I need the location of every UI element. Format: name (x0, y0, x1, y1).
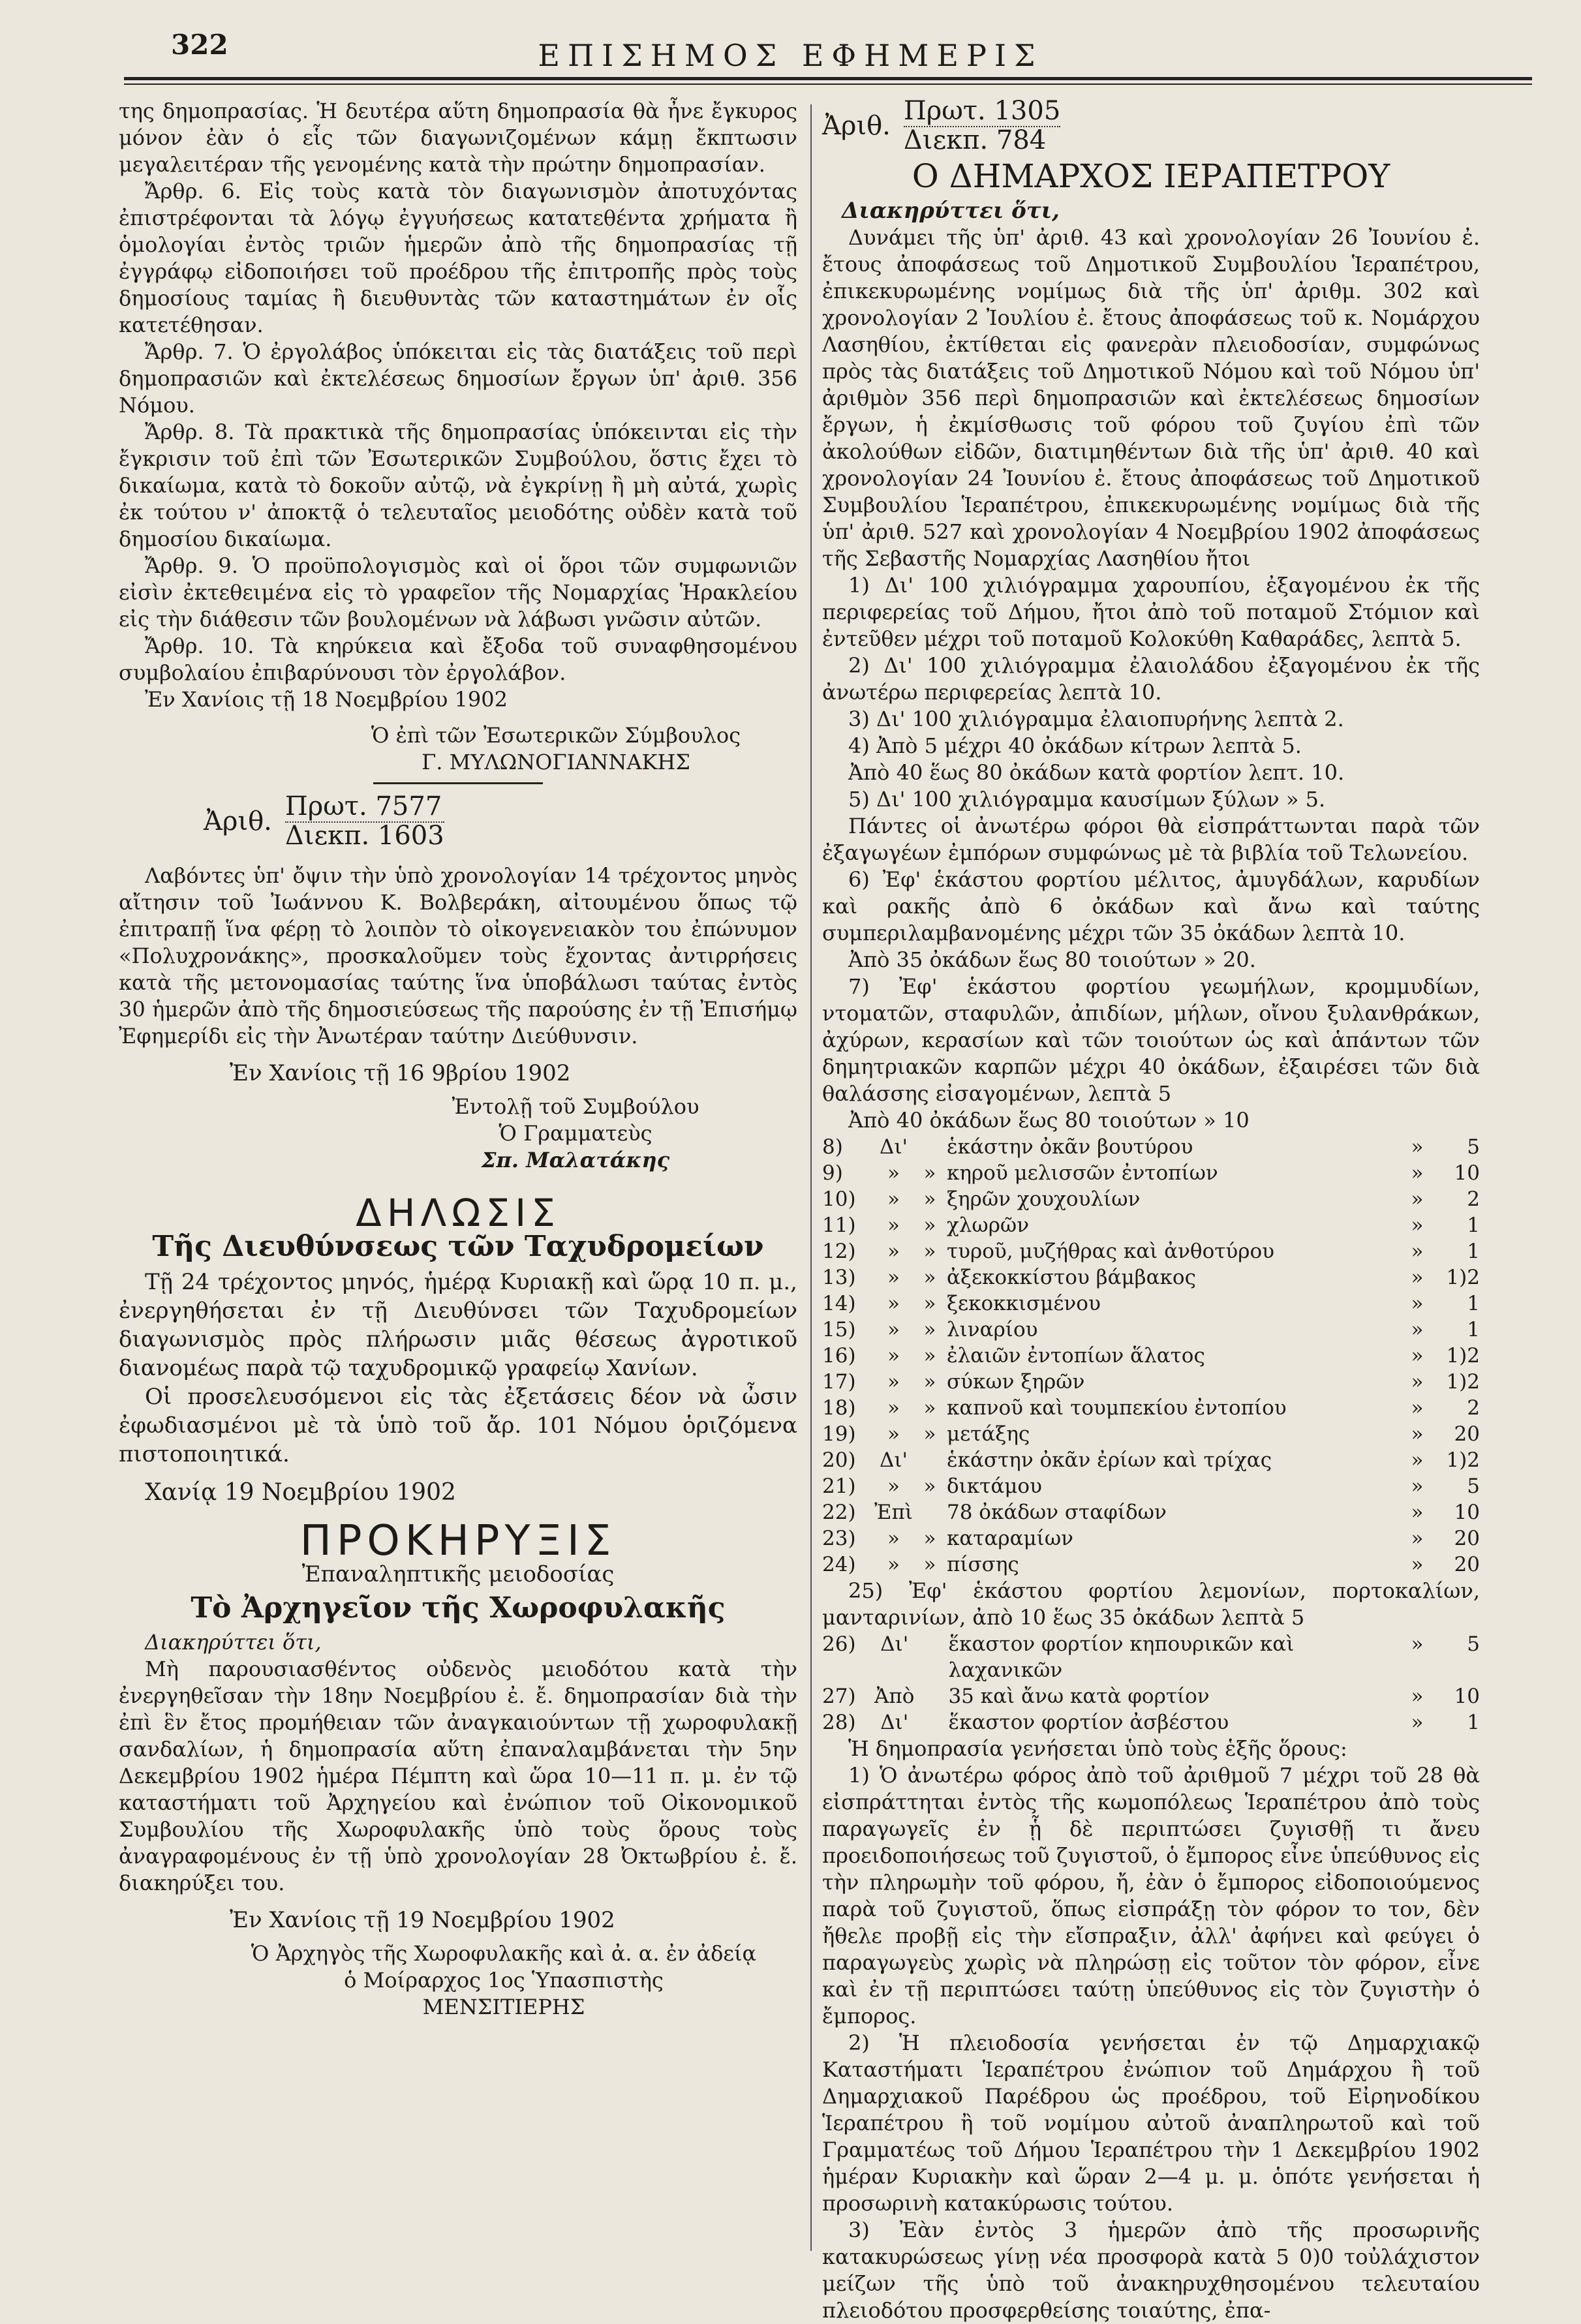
table-cell-q: » (923, 1527, 936, 1550)
table-cell-n: 13) (822, 1266, 856, 1289)
table-cell-v: 1)2 (1446, 1344, 1480, 1368)
section-subtitle: Ἐπαναληπτικῆς μειοδοσίας (301, 1561, 615, 1587)
table-cell-n: 20) (822, 1448, 856, 1472)
signature-name: ΜΕΝΣΙΤΙΕΡΗΣ (422, 1995, 585, 2019)
signature-name: Σπ. Μαλατάκης (481, 1148, 670, 1172)
table-cell-m: Δι' (879, 1448, 908, 1472)
table-row (822, 1134, 1480, 1160)
list-item: 2) Δι' 100 χιλιόγραμμα ἐλαιολάδου ἐξαγομένου ἐκ τῆς ἀνωτέρω περιφερείας λεπτὰ 10. (822, 653, 1480, 705)
date-line: Ἐν Χανίοις τῇ 16 9βρίου 1902 (230, 1060, 571, 1086)
paragraph: Ἄρθρ. 7. Ὁ ἐργολάβος ὑπόκειται εἰς τὰς διατάξεις τοῦ περὶ δημοπρασιῶν καὶ ἐκτελέσεως δημοσίων ἔργων ὑπ' ἀριθ. 356 Νόμου. (119, 339, 797, 418)
table-row (822, 1317, 1480, 1343)
table-cell-u: » (1411, 1292, 1424, 1315)
table-cell-q (913, 1447, 947, 1473)
paragraph: της δημοπρασίας. Ἡ δευτέρα αὕτη δημοπρασία θὰ ἦνε ἔγκυρος μόνον ἐὰν ὁ εἷς τῶν διαγωνιζομένων κάμῃ ἔκπτωσιν μεγαλειτέραν τῆς γενομένης κατὰ τὴν πρώτην δημοπρασίαν. (119, 99, 797, 177)
table-cell-n: 24) (822, 1553, 856, 1576)
table-cell-m: » (887, 1553, 900, 1576)
table-cell-u: » (1411, 1266, 1424, 1289)
table-cell-q: » (923, 1396, 936, 1420)
table-cell-u: » (1411, 1240, 1424, 1263)
table-cell-m: » (887, 1266, 900, 1289)
tariff-table (822, 1134, 1480, 1578)
table-cell-m: » (887, 1422, 900, 1446)
table-cell-n: 19) (822, 1422, 856, 1446)
table-cell-n: 28) (822, 1711, 856, 1734)
table-cell-m: » (887, 1161, 900, 1185)
table-cell-q (914, 1683, 948, 1709)
list-item: Ἀπὸ 40 ὀκάδων ἕως 80 τοιούτων » 10 (848, 1108, 1250, 1133)
issuer-heading: Τὸ Ἀρχηγεῖον τῆς Χωροφυλακῆς (191, 1591, 726, 1625)
table-cell-v: 1)2 (1446, 1448, 1480, 1472)
table-row (822, 1395, 1480, 1421)
signature-name: Γ. ΜΥΛΩΝΟΓΙΑΝΝΑΚΗΣ (422, 750, 690, 774)
table-cell-q (913, 1134, 947, 1160)
paragraph: 1) Ὁ ἀνωτέρω φόρος ἀπὸ τοῦ ἀριθμοῦ 7 μέχρι τοῦ 28 θὰ εἰσπράττηται ἐντὸς τῆς κωμοπόλεως Ἱεραπέτρου ἀπὸ τοὺς παραγωγεῖς ἐν ᾗ δὲ περιπτώσει ζυγισθῇ τι ἄνευ προειδοποιήσεως τοῦ ζυγιστοῦ, ὁ ἔμπορος εἶνε ὑπεύθυνος εἰς τὴν πληρωμὴν τοῦ φόρου, ἤ, ἐὰν ὁ ἔμπορος εἰδοποιούμενος παρὰ τοῦ ζυγιστοῦ, ὅπως εἰσπράξῃ τὸν φόρον το τον, δὲν ἤθελε προβῇ εἰς τὴν εἴσπραξιν, ἀλλ' ἀφήνει καὶ φεύγει ὁ παραγωγεὺς χωρὶς νὰ πληρώσῃ εἰς τοῦτον τὸν φόρον, εἶνε καὶ ἐν τῇ περιπτώσει ταύτῃ ὑπεύθυνος εἰς τὸν ζυγιστὴν ὁ ἔμπορος. (822, 1763, 1480, 2028)
diekp-number: Διεκπ. 784 (903, 125, 1047, 155)
table-row (822, 1473, 1480, 1499)
table-cell-q (914, 1631, 948, 1683)
table-cell-q: » (923, 1266, 936, 1289)
table-cell-v: 1 (1467, 1318, 1480, 1341)
table-cell-u: » (1411, 1135, 1424, 1159)
table-cell-v: 20 (1454, 1553, 1480, 1576)
table-cell-n: 22) (822, 1501, 856, 1524)
table-cell-v: 1 (1467, 1214, 1480, 1237)
section-subtitle: Τῆς Διευθύνσεως τῶν Ταχυδρομείων (152, 1230, 764, 1263)
table-cell-q: » (923, 1553, 936, 1576)
table-cell-v: 10 (1454, 1161, 1480, 1185)
notice-text: Λαβόντες ὑπ' ὄψιν τὴν ὑπὸ χρονολογίαν 14 τρέχοντος μηνὸς αἴτησιν τοῦ Ἰωάννου Κ. Βολβεράκη, αἰτουμένου ὅπως τῷ ἐπιτραπῇ ἵνα φέρῃ τὸ λοιπὸν τὸ οἰκογενειακὸν του ἐπώνυμον «Πολυχρονάκης», προσκαλοῦμεν τοὺς ἔχοντας ἀντιρρήσεις κατὰ τῆς μετονομασίας ταύτης ἵνα ὑποβάλωσι ταύτας ἐντὸς 30 ἡμερῶν ἀπὸ τῆς δημοσιεύσεως τῆς παρούσης ἐν τῇ Ἐπισήμῳ Ἐφημερίδι εἰς τὴν Ἀνωτέραν ταύτην Διεύθυνσιν. (119, 863, 797, 1048)
table-cell-u: » (1411, 1475, 1424, 1498)
table-row (822, 1186, 1480, 1212)
table-cell-u: » (1411, 1370, 1424, 1394)
table-cell-n: 8) (822, 1135, 843, 1159)
table-cell-text: ἑκάστην ὀκᾶν ἐρίων καὶ τρίχας (946, 1448, 1272, 1472)
table-cell-m: » (887, 1318, 900, 1341)
table-cell-m: Ἐπὶ (874, 1501, 913, 1524)
table-row (822, 1291, 1480, 1317)
table-cell-v: 10 (1454, 1685, 1480, 1708)
announce: Διακηρύττει ὅτι, (145, 1630, 322, 1655)
table-cell-text: ἕκαστον φορτίον ἀσβέστου (948, 1711, 1229, 1734)
paragraph: Οἱ προσελευσόμενοι εἰς τὰς ἐξετάσεις δέον νὰ ὦσιν ἐφωδιασμένοι μὲ τὰ ὑπὸ τοῦ ἄρ. 101 Νόμου ὁριζόμενα πιστοποιητικά. (119, 1384, 797, 1467)
table-cell-m: » (887, 1240, 900, 1263)
announce: Διακηρύττει ὅτι, (842, 198, 1060, 224)
table-cell-u: » (1411, 1214, 1424, 1237)
list-item: Πάντες οἱ ἀνωτέρω φόροι θὰ εἰσπράττωνται παρὰ τῶν ἐξαγωγέων ἐμπόρων συμφώνως μὲ τὰ βιβλία τοῦ Τελωνείου. (822, 814, 1480, 865)
list-item: 5) Δι' 100 χιλιόγραμμα καυσίμων ξύλων » 5. (848, 787, 1326, 812)
header-rule-thin (124, 84, 1532, 85)
table-cell-m: » (887, 1527, 900, 1550)
table-cell-text: κηρoῦ μελισσῶν ἐντοπίων (946, 1161, 1218, 1185)
table-cell-m: Δι' (880, 1711, 909, 1734)
table-cell-m: Δι' (879, 1135, 908, 1159)
table-cell-m: » (887, 1292, 900, 1315)
table-row (822, 1238, 1480, 1264)
table-cell-n: 26) (822, 1632, 856, 1656)
table-cell-v: 1 (1467, 1292, 1480, 1315)
table-cell-text: ξεκοκκισμένου (946, 1292, 1101, 1315)
table-row (822, 1499, 1480, 1525)
table-cell-n: 27) (822, 1685, 856, 1708)
table-cell-text: πίσσης (946, 1553, 1019, 1576)
header-rule (124, 77, 1532, 80)
table-cell-u: » (1411, 1344, 1424, 1368)
table-cell-q: » (923, 1422, 936, 1446)
table-cell-u: » (1411, 1396, 1424, 1420)
paragraph: Ἄρθρ. 6. Εἰς τοὺς κατὰ τὸν διαγωνισμὸν ἀποτυχόντας ἐπιστρέφονται τὰ λόγῳ ἐγγυήσεως κατατεθέντα χρήματα ἢ ὁμολογίαι ἐντὸς τριῶν ἡμερῶν ἀπὸ τῆς δημοπρασίας τῇ ἐγγράφῳ εἰδοποιήσει τοῦ προέδρου τῆς ἐπιτροπῆς πρὸς τοὺς δημοσίους ταμίας ἢ διευθυντὰς τῶν καταστημάτων ἐν οἷς κατετέθησαν. (119, 179, 797, 337)
list-item: 7) Ἐφ' ἑκάστου φορτίου γεωμήλων, κρομμυδίων, ντοματῶν, σταφυλῶν, ἀπιδίων, μήλων, οἴνου ξυλανθράκων, ἀχύρων, κερασίων καὶ τῶν τοιούτων ὡς καὶ ἁπάντων τῶν δημητριακῶν καρπῶν μέχρι 40 ὀκάδων, ἐξαιρέσει τῶν διὰ θαλάσσης εἰσαγομένων, λεπτὰ 5 (822, 974, 1480, 1106)
table-row (822, 1631, 1480, 1683)
table-cell-text: λιναρίου (946, 1318, 1038, 1341)
table-cell-n: 11) (822, 1214, 856, 1237)
paragraph: Ἡ δημοπρασία γενήσεται ὑπὸ τοὺς ἑξῆς ὅρους: (848, 1736, 1347, 1761)
table-cell-n: 23) (822, 1527, 856, 1550)
table-cell-v: 1 (1467, 1240, 1480, 1263)
table-cell-q: » (923, 1370, 936, 1394)
table-row (822, 1709, 1480, 1735)
table-cell-text: τυροῦ, μυζήθρας καὶ ἀνθοτύρου (946, 1240, 1274, 1263)
table-cell-v: 5 (1467, 1632, 1480, 1656)
table-cell-m: » (887, 1396, 900, 1420)
list-item: Ἀπὸ 35 ὀκάδων ἕως 80 τοιούτων » 20. (848, 947, 1256, 972)
table-cell-n: 18) (822, 1396, 856, 1420)
table-cell-m: » (887, 1187, 900, 1211)
signature-line: Ἐντολῇ τοῦ Συμβούλου (452, 1094, 699, 1119)
arith-label: Ἀριθ. (822, 110, 891, 141)
table-cell-n: 15) (822, 1318, 856, 1341)
table-cell-text: χλωρῶν (946, 1214, 1030, 1237)
list-item: Ἀπὸ 40 ἕως 80 ὀκάδων κατὰ φορτίον λεπτ. 10. (848, 760, 1345, 785)
table-cell-text: καταραμίων (946, 1527, 1073, 1550)
table-cell-q: » (923, 1187, 936, 1211)
table-cell-m: » (887, 1344, 900, 1368)
table-row (822, 1421, 1480, 1447)
date-line: Ἐν Χανίοις τῇ 18 Νοεμβρίου 1902 (145, 687, 508, 712)
table-cell-u: » (1411, 1422, 1424, 1446)
table-cell-text: ξηρῶν χουχουλίων (946, 1187, 1141, 1211)
table-cell-text: ἑκάστην ὀκᾶν βουτύρου (946, 1135, 1193, 1159)
table-cell-v: 5 (1467, 1475, 1480, 1498)
table-cell-text: ἕκαστον φορτίον κηπουρικῶν καὶ λαχανικῶν (948, 1632, 1295, 1682)
table-cell-v: 20 (1454, 1422, 1480, 1446)
table-cell-m: » (887, 1214, 900, 1237)
table-row (822, 1525, 1480, 1552)
table-cell-q: » (923, 1318, 936, 1341)
table-cell-n: 16) (822, 1344, 856, 1368)
table-cell-n: 21) (822, 1475, 856, 1498)
table-cell-n: 10) (822, 1187, 856, 1211)
paragraph: Δυνάμει τῆς ὑπ' ἀριθ. 43 καὶ χρονολογίαν 26 Ἰουνίου ἐ. ἔτους ἀποφάσεως τοῦ Δημοτικοῦ Συμβουλίου Ἱεραπέτρου, ἐπικεκυρωμένης νομίμως διὰ τῆς ὑπ' ἀριθμ. 302 καὶ χρονολογίαν 2 Ἰουλίου ἐ. ἔτους ἀποφάσεως τοῦ κ. Νομάρχου Λασηθίου, ἐκτίθεται εἰς φανερὰν πλειοδοσίαν, συμφώνως πρὸς τὰς διατάξεις τοῦ Δημοτικοῦ Νόμου καὶ τοῦ Νόμου ὑπ' ἀριθμὸν 356 περὶ δημοπρασιῶν καὶ ἐκτελέσεως δημοσίων ἔργων, ἡ ἐκμίσθωσις τοῦ φόρου τοῦ ζυγίου ἐπὶ τῶν ἀκολούθων εἰδῶν, διατιμηθέντων διὰ τῆς ὑπ' ἀριθ. 40 καὶ χρονολογίαν 24 Ἰουνίου ἐ. ἔτους ἀποφάσεως τοῦ Δημοτικοῦ Συμβουλίου Ἱεραπέτρου, ἐπικεκυρωμένης νομίμως διὰ τῆς ὑπ' ἀριθ. 527 καὶ χρονολογίαν 4 Νοεμβρίου 1902 ἀποφάσεως τῆς Σεβαστῆς Νομαρχίας Λασηθίου ἤτοι (822, 225, 1480, 571)
paragraph: Ἄρθρ. 9. Ὁ προϋπολογισμὸς καὶ οἱ ὅροι τῶν συμφωνιῶν εἰσὶν ἐκτεθειμένα εἰς τὸ γραφεῖον τῆς Νομαρχίας Ἡρακλείου εἰς τὴν διάθεσιν τῶν βουλομένων νὰ λάβωσι γνῶσιν αὐτῶν. (119, 553, 797, 632)
table-row (822, 1160, 1480, 1186)
paragraph: 3) Ἐὰν ἐντὸς 3 ἡμερῶν ἀπὸ τῆς προσωρινῆς κατακυρώσεως γίνῃ νέα προσφορὰ κατὰ 5 0)0 τοὐλάχιστον μείζων τῆς ὑπὸ τοῦ ἀνακηρυχθησομένου τελευταίου πλειοδότου προσφερθείσης τοιαύτης, ἐπα- (822, 2218, 1480, 2323)
table-cell-v: 20 (1454, 1527, 1480, 1550)
table-cell-v: 1)2 (1446, 1266, 1480, 1289)
table-cell-v: 1 (1467, 1711, 1480, 1734)
list-item: 3) Δι' 100 χιλιόγραμμα ἐλαιοπυρήνης λεπτὰ 2. (848, 707, 1344, 731)
table-cell-text: δικτάμου (946, 1475, 1042, 1498)
table-cell-u: » (1411, 1187, 1424, 1211)
date-line: Χανίᾳ 19 Νοεμβρίου 1902 (145, 1479, 456, 1506)
table-cell-n: 9) (822, 1161, 843, 1185)
table-cell-text: ἐλαιῶν ἐντοπίων ἅλατος (946, 1344, 1205, 1368)
table-cell-q (914, 1709, 948, 1735)
prot-number: Πρωτ. 1305 (903, 96, 1061, 126)
paragraph: Ἄρθρ. 8. Τὰ πρακτικὰ τῆς δημοπρασίας ὑπόκεινται εἰς τὴν ἔγκρισιν τοῦ ἐπὶ τῶν Ἐσωτερικῶν Συμβούλου, ὅστις ἔχει τὸ δικαίωμα, κατὰ τὸ δοκοῦν αὐτῷ, νὰ ἐγκρίνῃ ἢ μὴ αὐτά, χωρὶς ἐκ τούτου ν' ἀποκτᾷ ὁ τελευταῖος μειοδότης οὐδὲν κατὰ τοῦ δημοσίου δικαίωμα. (119, 420, 797, 551)
table-cell-u: » (1411, 1711, 1424, 1734)
table-row (822, 1264, 1480, 1291)
table-cell-v: 1)2 (1446, 1370, 1480, 1394)
table-cell-u: » (1411, 1685, 1424, 1708)
table-cell-n: 17) (822, 1370, 856, 1394)
protocol-number (822, 98, 1480, 154)
list-item: 25) Ἐφ' ἑκάστου φορτίου λεμονίων, πορτοκαλίων, μανταρινίων, ἀπὸ 10 ἕως 35 ὀκάδων λεπτὰ 5 (822, 1578, 1480, 1630)
table-cell-q (913, 1499, 947, 1525)
signature-line: Ὁ Ἀρχηγὸς τῆς Χωροφυλακῆς καὶ ἀ. α. ἐν ἀδείᾳ (251, 1941, 757, 1966)
table-cell-text: μετάξης (946, 1422, 1030, 1446)
table-cell-m: » (887, 1370, 900, 1394)
table-row (822, 1369, 1480, 1395)
table-row (822, 1552, 1480, 1578)
section-title: ΠΡΟΚΗΡΥΞΙΣ (299, 1517, 617, 1565)
table-cell-q: » (923, 1161, 936, 1185)
page-number: 322 (171, 29, 228, 61)
table-cell-u: » (1411, 1318, 1424, 1341)
diekp-number: Διεκπ. 1603 (284, 821, 444, 851)
table-cell-u: » (1411, 1448, 1424, 1472)
table-cell-text: 35 καὶ ἄνω κατὰ φορτίον (948, 1685, 1210, 1708)
paragraph: 2) Ἡ πλειοδοσία γενήσεται ἐν τῷ Δημαρχιακῷ Καταστήματι Ἱεραπέτρου ἐνώπιον τοῦ Δημάρχου ἢ τοῦ Δημαρχιακοῦ Παρέδρου ὡς προέδρου, τοῦ Εἰρηνοδίκου Ἱεραπέτρου ἢ τοῦ νομίμου αὐτοῦ ἀναπληρωτοῦ καὶ τοῦ Γραμματέως τοῦ Δήμου Ἱεραπέτρου τὴν 1 Δεκεμβρίου 1902 ἡμέραν Κυριακὴν καὶ ὥραν 2—4 μ. μ. ὁπότε γενήσεται ἡ προσωρινὴ κατακύρωσις τούτου. (822, 2030, 1480, 2216)
table-row (822, 1343, 1480, 1369)
table-cell-q: » (923, 1292, 936, 1315)
table-cell-q: » (923, 1214, 936, 1237)
signature-line: ὁ Μοίραρχος 1ος Ὑπασπιστὴς (344, 1968, 664, 1993)
paragraph: Τῇ 24 τρέχοντος μηνός, ἡμέρᾳ Κυριακῇ καὶ ὥρᾳ 10 π. μ., ἐνεργηθήσεται ἐν τῇ Διευθύνσει τῶν Ταχυδρομείων διαγωνισμὸς πρὸς πλήρωσιν μιᾶς θέσεως ἀγροτικοῦ διανομέως παρὰ τῷ ταχυδρομικῷ γραφείῳ Χανίων. (119, 1269, 797, 1381)
running-head: ΕΠΙΣΗΜΟΣ ΕΦΗΜΕΡΙΣ (538, 38, 1043, 73)
prot-number: Πρωτ. 7577 (285, 793, 444, 823)
table-cell-q: » (923, 1240, 936, 1263)
column-divider (810, 104, 812, 2251)
separator-rule (373, 782, 543, 784)
table-cell-v: 10 (1454, 1501, 1480, 1524)
paragraph: Ἄρθρ. 10. Τὰ κηρύκεια καὶ ἔξοδα τοῦ συναφθησομένου συμβολαίου ἐπιβαρύνουσι τὸν ἐργολάβον. (119, 634, 797, 685)
table-cell-u: » (1411, 1501, 1424, 1524)
table-row (822, 1212, 1480, 1238)
table-cell-v: 5 (1467, 1135, 1480, 1159)
table-row (822, 1683, 1480, 1709)
arith-label: Ἀριθ. (204, 806, 272, 836)
table-cell-q: » (923, 1475, 936, 1498)
table-cell-v: 2 (1467, 1187, 1480, 1211)
table-cell-u: » (1411, 1527, 1424, 1550)
table-cell-n: 14) (822, 1292, 856, 1315)
table-cell-m: » (887, 1475, 900, 1498)
table-cell-u: » (1411, 1553, 1424, 1576)
left-column (119, 98, 797, 2021)
right-column (822, 98, 1480, 2324)
paragraph: Μὴ παρουσιασθέντος οὐδενὸς μειοδότου κατὰ τὴν ἐνεργηθεῖσαν τὴν 18ην Νοεμβρίου ἐ. ἔ. δημοπρασίαν διὰ τὴν ἐπὶ ἓν ἔτος προμήθειαν τῶν ἀναγκαιούντων τῇ χωροφυλακῇ σανδαλίων, ἡ δημοπρασία αὕτη ἐπαναλαμβάνεται τὴν 5ην Δεκεμβρίου 1902 ἡμέρα Πέμπτη καὶ ὥρα 10—11 π. μ. ἐν τῷ καταστήματι τοῦ Ἀρχηγείου καὶ ἐνώπιον τοῦ Οἰκονομικοῦ Συμβουλίου τῆς Χωροφυλακῆς ὑπὸ τοὺς ὅρους τοὺς ἀναγραφομένους ἐν τῇ ὑπὸ χρονολογίαν 28 Ὀκτωβρίου ἐ. ἔ. διακηρύξει του. (119, 1657, 797, 1895)
list-item: 1) Δι' 100 χιλιόγραμμα χαρουπίου, ἐξαγομένου ἐκ τῆς περιφερείας τοῦ Δήμου, ἤτοι ἀπὸ τοῦ ποταμοῦ Στόμιον καὶ ἐντεῦθεν μέχρι τοῦ ποταμοῦ Κολοκύθη Καθαράδες, λεπτὰ 5. (822, 573, 1480, 651)
table-cell-v: 2 (1467, 1396, 1480, 1420)
list-item: 6) Ἐφ' ἑκάστου φορτίου μέλιτος, ἀμυγδάλων, καρυδίων καὶ ρακῆς ἀπὸ 6 ὀκάδων καὶ ἄνω καὶ ταύτης συμπεριλαμβανομένης μέχρι τῶν 35 ὀκάδων λεπτὰ 10. (822, 867, 1480, 945)
table-cell-q: » (923, 1344, 936, 1368)
section-title: Ο ΔΗΜΑΡΧΟΣ ΙΕΡΑΠΕΤΡΟΥ (912, 157, 1390, 195)
table-cell-u: » (1411, 1632, 1424, 1656)
section-title: ΔΗΛΩΣΙΣ (356, 1191, 560, 1235)
protocol-number (204, 793, 797, 849)
table-cell-m: Δι' (880, 1632, 909, 1656)
table-cell-text: καπνοῦ καὶ τουμπεκίου ἐντοπίου (946, 1396, 1287, 1420)
list-item: 4) Ἀπὸ 5 μέχρι 40 ὀκάδων κίτρων λεπτὰ 5. (848, 733, 1302, 758)
table-cell-n: 12) (822, 1240, 856, 1263)
table-cell-m: Ἀπὸ (874, 1685, 915, 1708)
table-cell-text: ἀξεκοκκίστου βάμβακος (946, 1266, 1196, 1289)
signature-title: Ὁ ἐπὶ τῶν Ἐσωτερικῶν Σύμβουλος (371, 723, 741, 748)
table-row (822, 1447, 1480, 1473)
date-line: Ἐν Χανίοις τῇ 19 Νοεμβρίου 1902 (230, 1907, 615, 1933)
table-cell-text: σύκων ξηρῶν (946, 1370, 1085, 1394)
table-cell-u: » (1411, 1161, 1424, 1185)
table-cell-text: 78 ὀκάδων σταφίδων (946, 1501, 1167, 1524)
tariff-table-2 (822, 1631, 1480, 1735)
signature-line: Ὁ Γραμματεὺς (499, 1121, 652, 1146)
